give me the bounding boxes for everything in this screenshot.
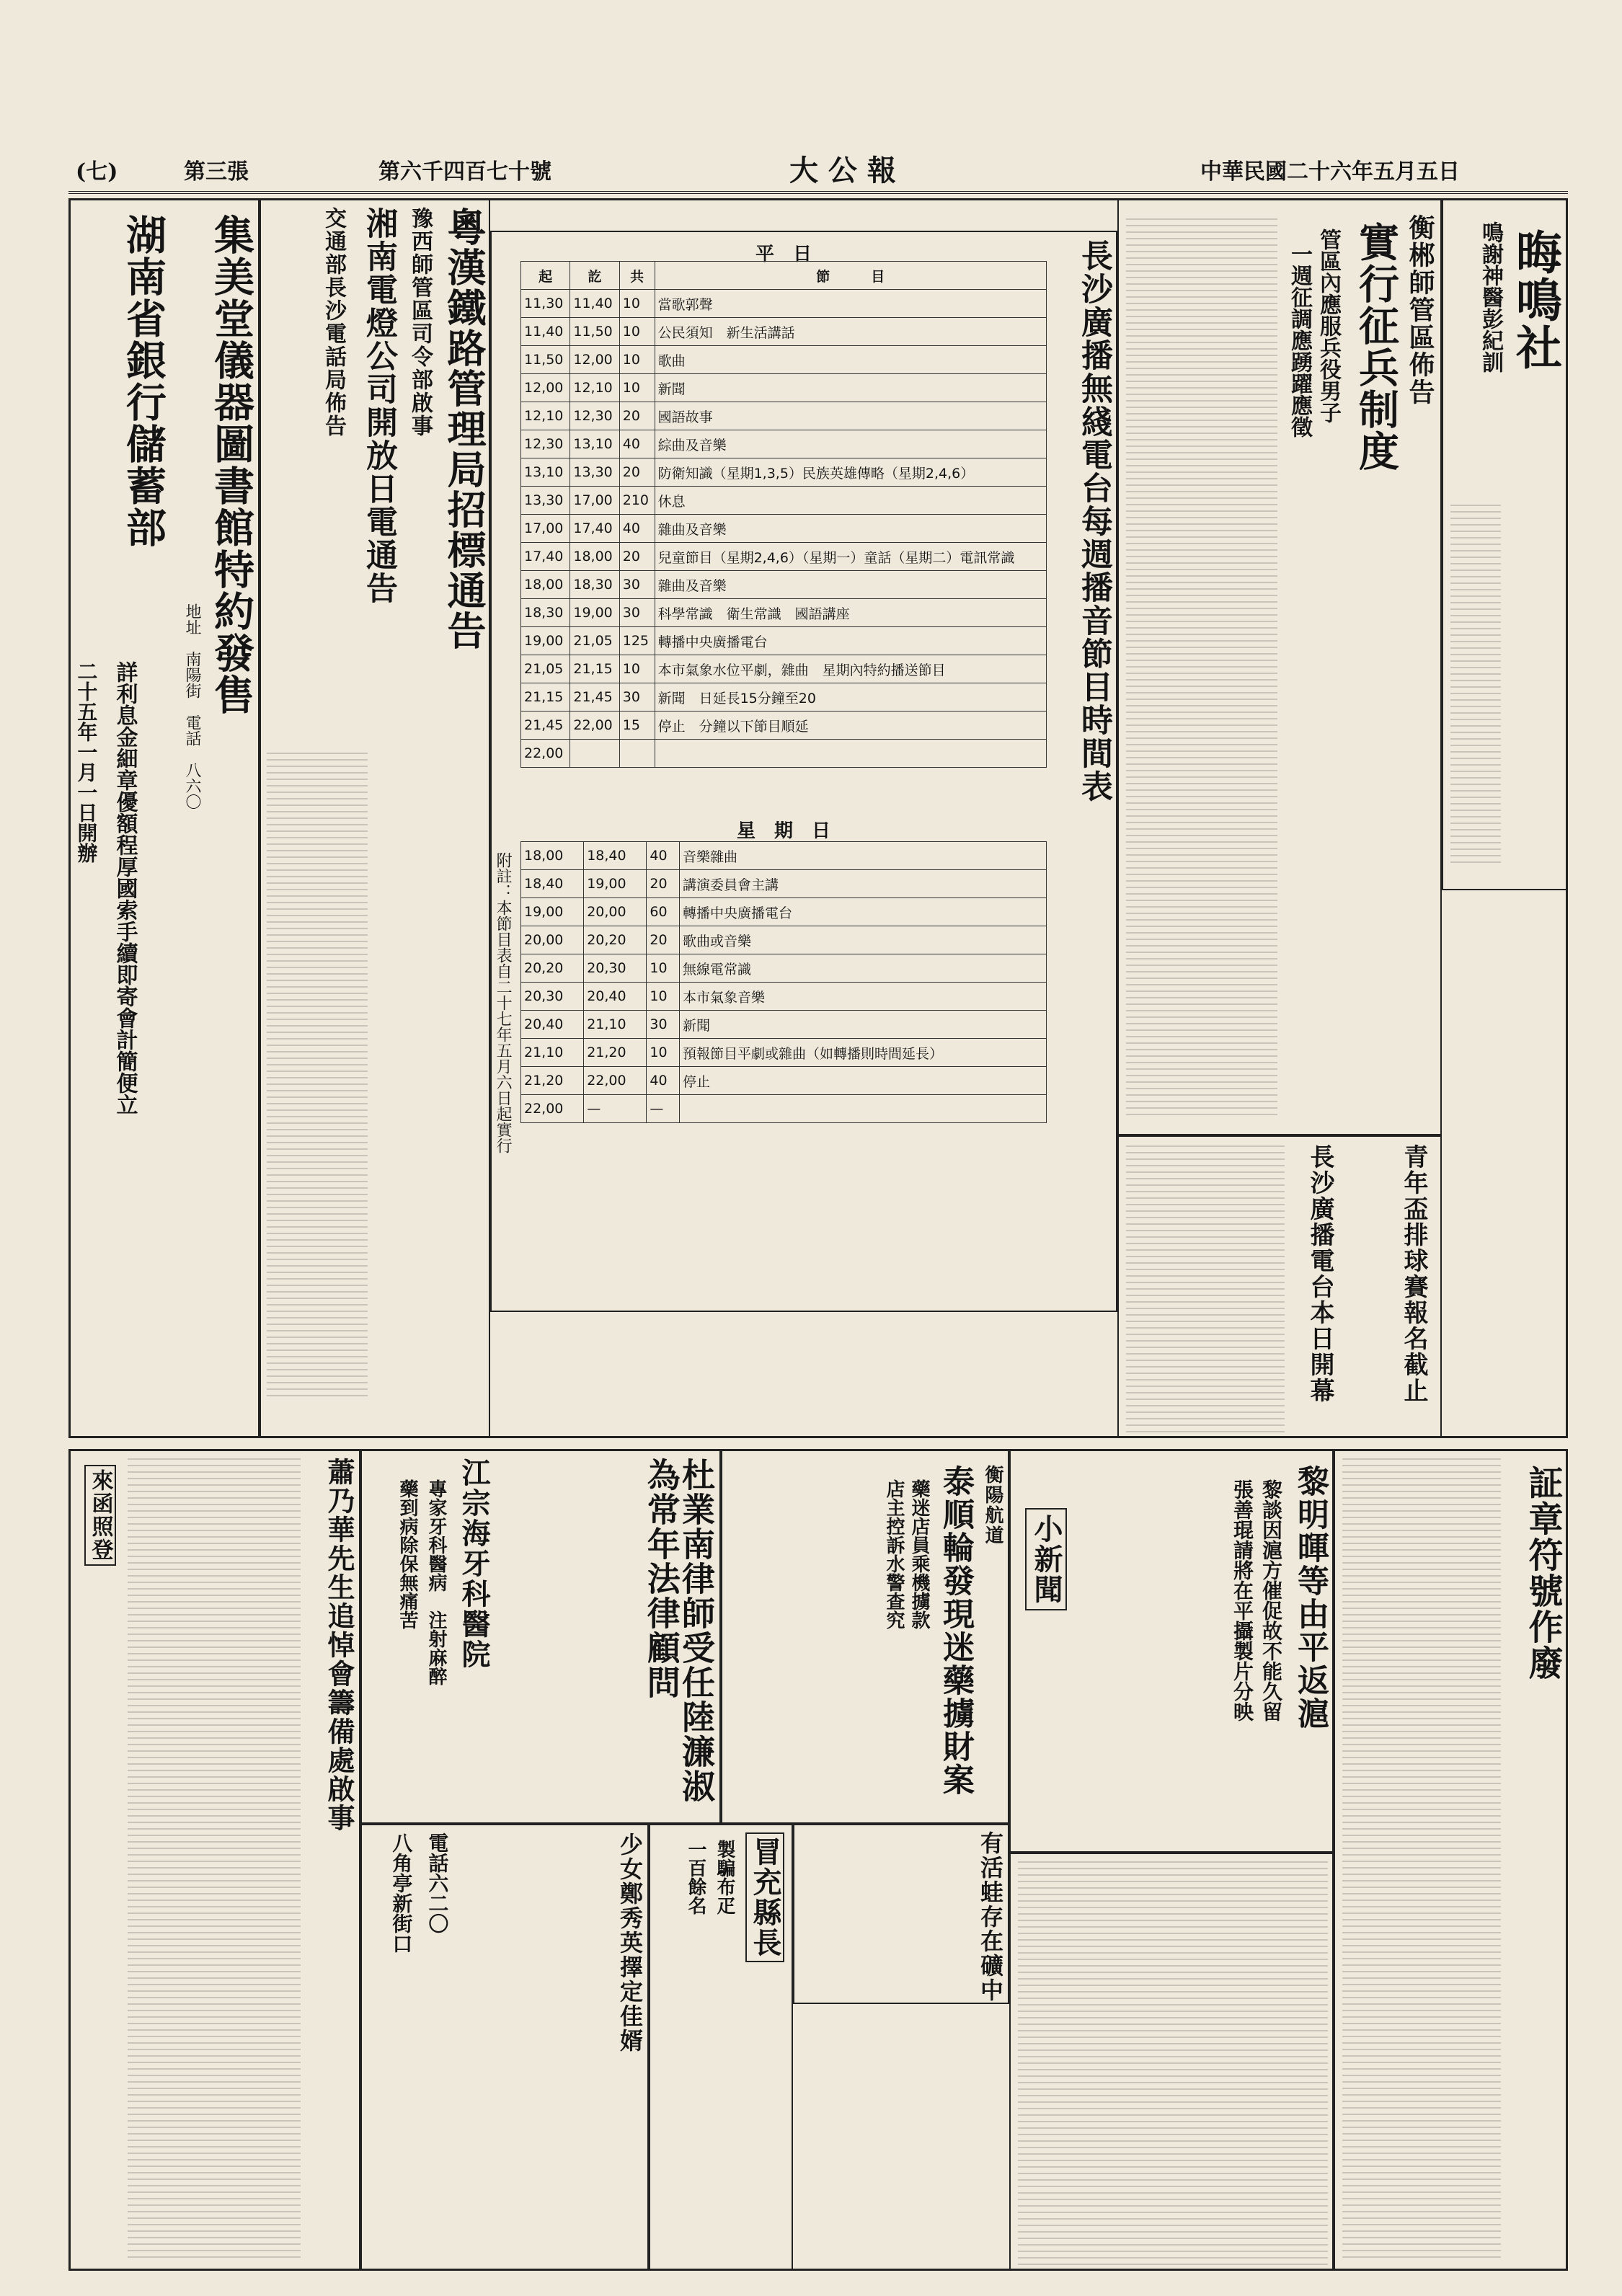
sunday-cell: 停止 <box>680 1067 1047 1095</box>
lawyer-dentist <box>360 1449 721 1824</box>
store-address: 地址 南陽街 電話 八六〇 <box>183 603 201 810</box>
weekday-cell: 10 <box>619 346 655 374</box>
memorial-title: 蕭乃華先生追悼會籌備處啟事 <box>323 1458 355 1832</box>
kuang-body <box>1018 1861 1328 2265</box>
bank-time: 二十五年一月一日開辦 <box>74 661 99 863</box>
header-date: 中華民國二十六年五月五日 <box>1200 159 1460 185</box>
dentist-address: 八角亭新街口 <box>389 1832 414 1954</box>
header-page-number: (七) <box>76 159 118 185</box>
maochong-sub2: 一百餘名 <box>685 1840 706 1915</box>
weekday-cell: 20 <box>619 402 655 430</box>
weekday-row <box>521 487 1047 515</box>
railway-body <box>267 748 368 1396</box>
xiaoxinwen-label: 小新聞 <box>1025 1508 1067 1610</box>
sunday-cell: 19,00 <box>584 870 647 898</box>
weekday-cell: 17,40 <box>521 543 570 571</box>
weekday-cell: 新聞 <box>655 374 1046 402</box>
weekday-cell: 40 <box>619 430 655 458</box>
weekday-cell: 13,30 <box>521 487 570 515</box>
weekday-cell: 防衛知識（星期1,3,5）民族英雄傳略（星期2,4,6） <box>655 458 1046 487</box>
li-minghui-news <box>1009 1449 1334 1853</box>
weekday-cell: 22,00 <box>521 740 570 768</box>
dentist-sub2: 藥到病除保無痛苦 <box>396 1479 418 1629</box>
station-title: 長沙廣播電台本日開幕 <box>1306 1144 1334 1404</box>
weekday-cell: 公民須知 新生活講話 <box>655 318 1046 346</box>
weekday-cell: 10 <box>619 290 655 318</box>
weekday-cell: 10 <box>619 655 655 683</box>
weekday-cell <box>655 740 1046 768</box>
sunday-cell: 20,20 <box>584 926 647 954</box>
bank-title: 湖南省銀行儲蓄部 <box>120 214 167 549</box>
weekday-cell: 13,30 <box>570 458 619 487</box>
cert-body <box>1342 1458 1501 2258</box>
sunday-cell: 22,00 <box>521 1095 584 1123</box>
news-body <box>1126 1144 1285 1432</box>
weekday-cell: 18,30 <box>521 599 570 627</box>
weekday-row <box>521 543 1047 571</box>
weekday-row <box>521 740 1047 768</box>
header-sheet: 第三張 <box>184 159 249 185</box>
sunday-row <box>521 926 1047 954</box>
weekday-row <box>521 346 1047 374</box>
weekday-cell: 本市氣象水位平劇，雜曲 星期內特約播送節目 <box>655 655 1046 683</box>
weekday-cell: 30 <box>619 599 655 627</box>
sunday-cell: 10 <box>647 954 680 983</box>
sunday-cell: 21,10 <box>521 1039 584 1067</box>
sunday-cell: — <box>584 1095 647 1123</box>
sunday-cell: 20,40 <box>584 983 647 1011</box>
phone-notice: 交通部長沙電話局佈告 <box>321 207 346 438</box>
weekday-cell: 18,00 <box>570 543 619 571</box>
weekday-row <box>521 374 1047 402</box>
weekday-cell: 11,40 <box>570 290 619 318</box>
weekday-cell: 17,00 <box>521 515 570 543</box>
sunday-cell: 18,40 <box>521 870 584 898</box>
sunday-cell: 20 <box>647 870 680 898</box>
weekday-cell: 轉播中央廣播電台 <box>655 627 1046 655</box>
sunday-cell: 18,40 <box>584 842 647 870</box>
weekday-row <box>521 458 1047 487</box>
sunday-cell: 10 <box>647 983 680 1011</box>
sunday-row <box>521 870 1047 898</box>
weekday-cell: 12,10 <box>570 374 619 402</box>
huiming-body <box>1450 502 1501 863</box>
weekday-cell: 11,30 <box>521 290 570 318</box>
military-sub: 管區內應服兵役男子 <box>1316 229 1341 423</box>
broadcast-title: 長沙廣播無綫電台每週播音節目時間表 <box>1076 239 1112 803</box>
military-body <box>1126 214 1277 1115</box>
weekday-cell <box>570 740 619 768</box>
broadcast-footnote: 附註：本節目表自二十七年五月六日起實行 <box>494 852 513 1153</box>
weekday-cell: 10 <box>619 374 655 402</box>
weekday-cell: 歌曲 <box>655 346 1046 374</box>
weekday-row <box>521 430 1047 458</box>
weekday-label: 平 日 <box>755 244 812 265</box>
weekday-cell: 綜曲及音樂 <box>655 430 1046 458</box>
weekday-cell: 停止 分鐘以下節目順延 <box>655 712 1046 740</box>
sunday-cell: 20,40 <box>521 1011 584 1039</box>
sunday-cell: 音樂雜曲 <box>680 842 1047 870</box>
weekday-cell: 休息 <box>655 487 1046 515</box>
sunday-cell: 本市氣象音樂 <box>680 983 1047 1011</box>
sunday-cell: 20,00 <box>521 926 584 954</box>
huiming-title: 晦鳴社 <box>1508 229 1562 371</box>
li-title: 黎明暉等由平返滬 <box>1292 1465 1329 1730</box>
sunday-row <box>521 983 1047 1011</box>
sunday-cell: 40 <box>647 1067 680 1095</box>
dentist-phone: 電話六二〇 <box>425 1832 450 1933</box>
sunday-row <box>521 898 1047 926</box>
weekday-cell: 21,15 <box>570 655 619 683</box>
weekday-row <box>521 318 1047 346</box>
news-center <box>1117 1135 1442 1438</box>
lost-notice-title: 來函照登 <box>84 1465 116 1566</box>
weekday-cell: 當歌郭聲 <box>655 290 1046 318</box>
sunday-cell: 18,00 <box>521 842 584 870</box>
bank-notes: 詳利息金細章優額程厚國索手續即寄會計簡便立 <box>112 661 138 1115</box>
weekday-cell: 30 <box>619 683 655 712</box>
broadcast-schedule <box>490 231 1117 1312</box>
weekday-cell: 21,15 <box>521 683 570 712</box>
weekday-row <box>521 402 1047 430</box>
sunday-cell: 新聞 <box>680 1011 1047 1039</box>
young-woman-title: 少女鄭秀英擇定佳婿 <box>616 1832 644 2053</box>
sunday-row <box>521 1039 1047 1067</box>
col-start: 起 <box>521 262 570 290</box>
sunday-cell: 20,30 <box>521 983 584 1011</box>
header-masthead: 大 公 報 <box>789 154 896 187</box>
weekday-cell: 125 <box>619 627 655 655</box>
weekday-cell: 11,40 <box>521 318 570 346</box>
sunday-cell: 無線電常識 <box>680 954 1047 983</box>
sunday-row <box>521 1067 1047 1095</box>
memorial-notice <box>68 1449 360 2271</box>
weekday-cell: 雜曲及音樂 <box>655 515 1046 543</box>
weekday-cell: 22,00 <box>570 712 619 740</box>
military-notice <box>1117 198 1442 1135</box>
sunday-cell: 20,00 <box>584 898 647 926</box>
weekday-cell: 210 <box>619 487 655 515</box>
sunday-cell: 60 <box>647 898 680 926</box>
li-sub2: 張善琨請將在平攝製片分映 <box>1231 1479 1254 1721</box>
maochong-sub: 製騙布疋 <box>714 1840 735 1915</box>
weekday-cell: 兒童節目（星期2,4,6）（星期一）童話（星期二）電訊常識 <box>655 543 1046 571</box>
weekday-cell: 21,05 <box>521 655 570 683</box>
weekday-cell: 12,30 <box>570 402 619 430</box>
tai-title: 泰順輪發現迷藥擄財案 <box>937 1465 974 1796</box>
weekday-cell: 17,00 <box>570 487 619 515</box>
sunday-cell: 19,00 <box>521 898 584 926</box>
command-notice: 豫西師管區司令部啟事 <box>407 207 433 438</box>
weekday-row <box>521 515 1047 543</box>
hengyang-label: 衡陽航道 <box>982 1465 1003 1546</box>
sunday-cell: 轉播中央廣播電台 <box>680 898 1047 926</box>
col-end: 訖 <box>570 262 619 290</box>
weekday-cell: 40 <box>619 515 655 543</box>
advert-huiming <box>1442 198 1568 890</box>
weekday-cell: 12,10 <box>521 402 570 430</box>
sunday-cell: 20 <box>647 926 680 954</box>
weekday-row <box>521 571 1047 599</box>
weekday-cell: 19,00 <box>570 599 619 627</box>
left-ads <box>68 198 260 1438</box>
kuang-news <box>1009 1853 1334 2271</box>
sunday-cell: 講演委員會主講 <box>680 870 1047 898</box>
weekday-cell: 21,05 <box>570 627 619 655</box>
railway-headline: 粵漢鐵路管理局招標通告 <box>441 207 487 651</box>
military-headline: 實行征兵制度 <box>1352 221 1400 472</box>
weekday-cell: 19,00 <box>521 627 570 655</box>
weekday-cell: 12,00 <box>570 346 619 374</box>
sunday-table <box>520 841 1047 1123</box>
huiming-subtitle: 鳴謝神醫彭紀訓 <box>1478 221 1503 373</box>
weekday-cell: 11,50 <box>521 346 570 374</box>
weekday-cell: 13,10 <box>521 458 570 487</box>
sunday-row <box>521 954 1047 983</box>
weekday-cell: 15 <box>619 712 655 740</box>
sunday-cell: 歌曲或音樂 <box>680 926 1047 954</box>
kuangzhong-title: 有活蛙存在礦中 <box>977 1831 1004 2003</box>
weekday-row <box>521 627 1047 655</box>
weekday-row <box>521 683 1047 712</box>
weekday-cell: 雜曲及音樂 <box>655 571 1046 599</box>
weekday-cell: 13,10 <box>570 430 619 458</box>
store-title: 集美堂儀器圖書館特約發售 <box>208 214 255 716</box>
weekday-cell <box>619 740 655 768</box>
sunday-cell: 20,20 <box>521 954 584 983</box>
sunday-cell: 40 <box>647 842 680 870</box>
weekday-row <box>521 290 1047 318</box>
sunday-row <box>521 1011 1047 1039</box>
sunday-cell: 30 <box>647 1011 680 1039</box>
weekday-cell: 30 <box>619 571 655 599</box>
sunday-cell: 21,10 <box>584 1011 647 1039</box>
sunday-cell: — <box>647 1095 680 1123</box>
header-issue: 第六千四百七十號 <box>378 159 551 185</box>
sunday-cell: 20,30 <box>584 954 647 983</box>
maochong-title: 冒充縣長 <box>745 1832 784 1962</box>
military-sub2: 一週征調應踴躍應徵 <box>1287 243 1312 438</box>
cert-notice <box>1334 1449 1568 2271</box>
sunday-cell: 21,20 <box>521 1067 584 1095</box>
weekday-row <box>521 712 1047 740</box>
memorial-body <box>128 1458 301 2258</box>
weekday-cell: 11,50 <box>570 318 619 346</box>
col-total: 共 <box>619 262 655 290</box>
weekday-row <box>521 655 1047 683</box>
misc-notices <box>360 1824 649 2271</box>
weekday-cell: 21,45 <box>521 712 570 740</box>
sunday-cell: 預報節目平劇或雜曲（如轉播則時間延長） <box>680 1039 1047 1067</box>
weekday-cell: 20 <box>619 458 655 487</box>
sunday-cell: 21,20 <box>584 1039 647 1067</box>
weekday-cell: 12,30 <box>521 430 570 458</box>
military-org: 衡郴師管區佈告 <box>1405 214 1435 406</box>
weekday-cell: 10 <box>619 318 655 346</box>
dentist-title: 江宗海牙科醫院 <box>457 1458 491 1670</box>
sunday-cell <box>680 1095 1047 1123</box>
kuangzhong-box <box>793 1824 1009 2004</box>
weekday-cell: 18,30 <box>570 571 619 599</box>
power-notice: 湘南電燈公司開放日電通告 <box>360 207 397 605</box>
sunday-cell: 22,00 <box>584 1067 647 1095</box>
sunday-row <box>521 842 1047 870</box>
sunday-cell: 10 <box>647 1039 680 1067</box>
weekday-cell: 17,40 <box>570 515 619 543</box>
sunday-row <box>521 1095 1047 1123</box>
weekday-cell: 21,45 <box>570 683 619 712</box>
lawyer-title: 杜業南律師受任陸濂淑為常年法律顧問 <box>642 1458 716 1804</box>
sunday-label: 星 期 日 <box>736 820 830 842</box>
li-sub: 黎談因滬方催促故不能久留 <box>1259 1479 1283 1721</box>
tai-shun-news <box>721 1449 1009 1824</box>
maochong-box <box>649 1824 793 2271</box>
weekday-cell: 20 <box>619 543 655 571</box>
weekday-cell: 12,00 <box>521 374 570 402</box>
weekday-cell: 18,00 <box>521 571 570 599</box>
tai-sub: 藥迷店員乘機擄款 <box>908 1479 930 1629</box>
weekday-cell: 國語故事 <box>655 402 1046 430</box>
railway-notices <box>260 198 490 1438</box>
cert-title: 証章符號作廢 <box>1523 1465 1563 1681</box>
page-header <box>68 148 1568 194</box>
weekday-cell: 科學常識 衛生常識 國語講座 <box>655 599 1046 627</box>
col-program: 節 目 <box>655 262 1046 290</box>
weekday-cell: 新聞 日延長15分鐘至20 <box>655 683 1046 712</box>
weekday-row <box>521 599 1047 627</box>
tai-sub2: 店主控訴水警查究 <box>883 1479 905 1629</box>
weekday-header-row <box>521 262 1047 290</box>
weekday-table <box>520 261 1047 768</box>
dentist-sub: 專家牙科醫病 注射麻醉 <box>425 1479 447 1685</box>
youth-title: 青年盃排球賽報名截止 <box>1399 1144 1428 1404</box>
